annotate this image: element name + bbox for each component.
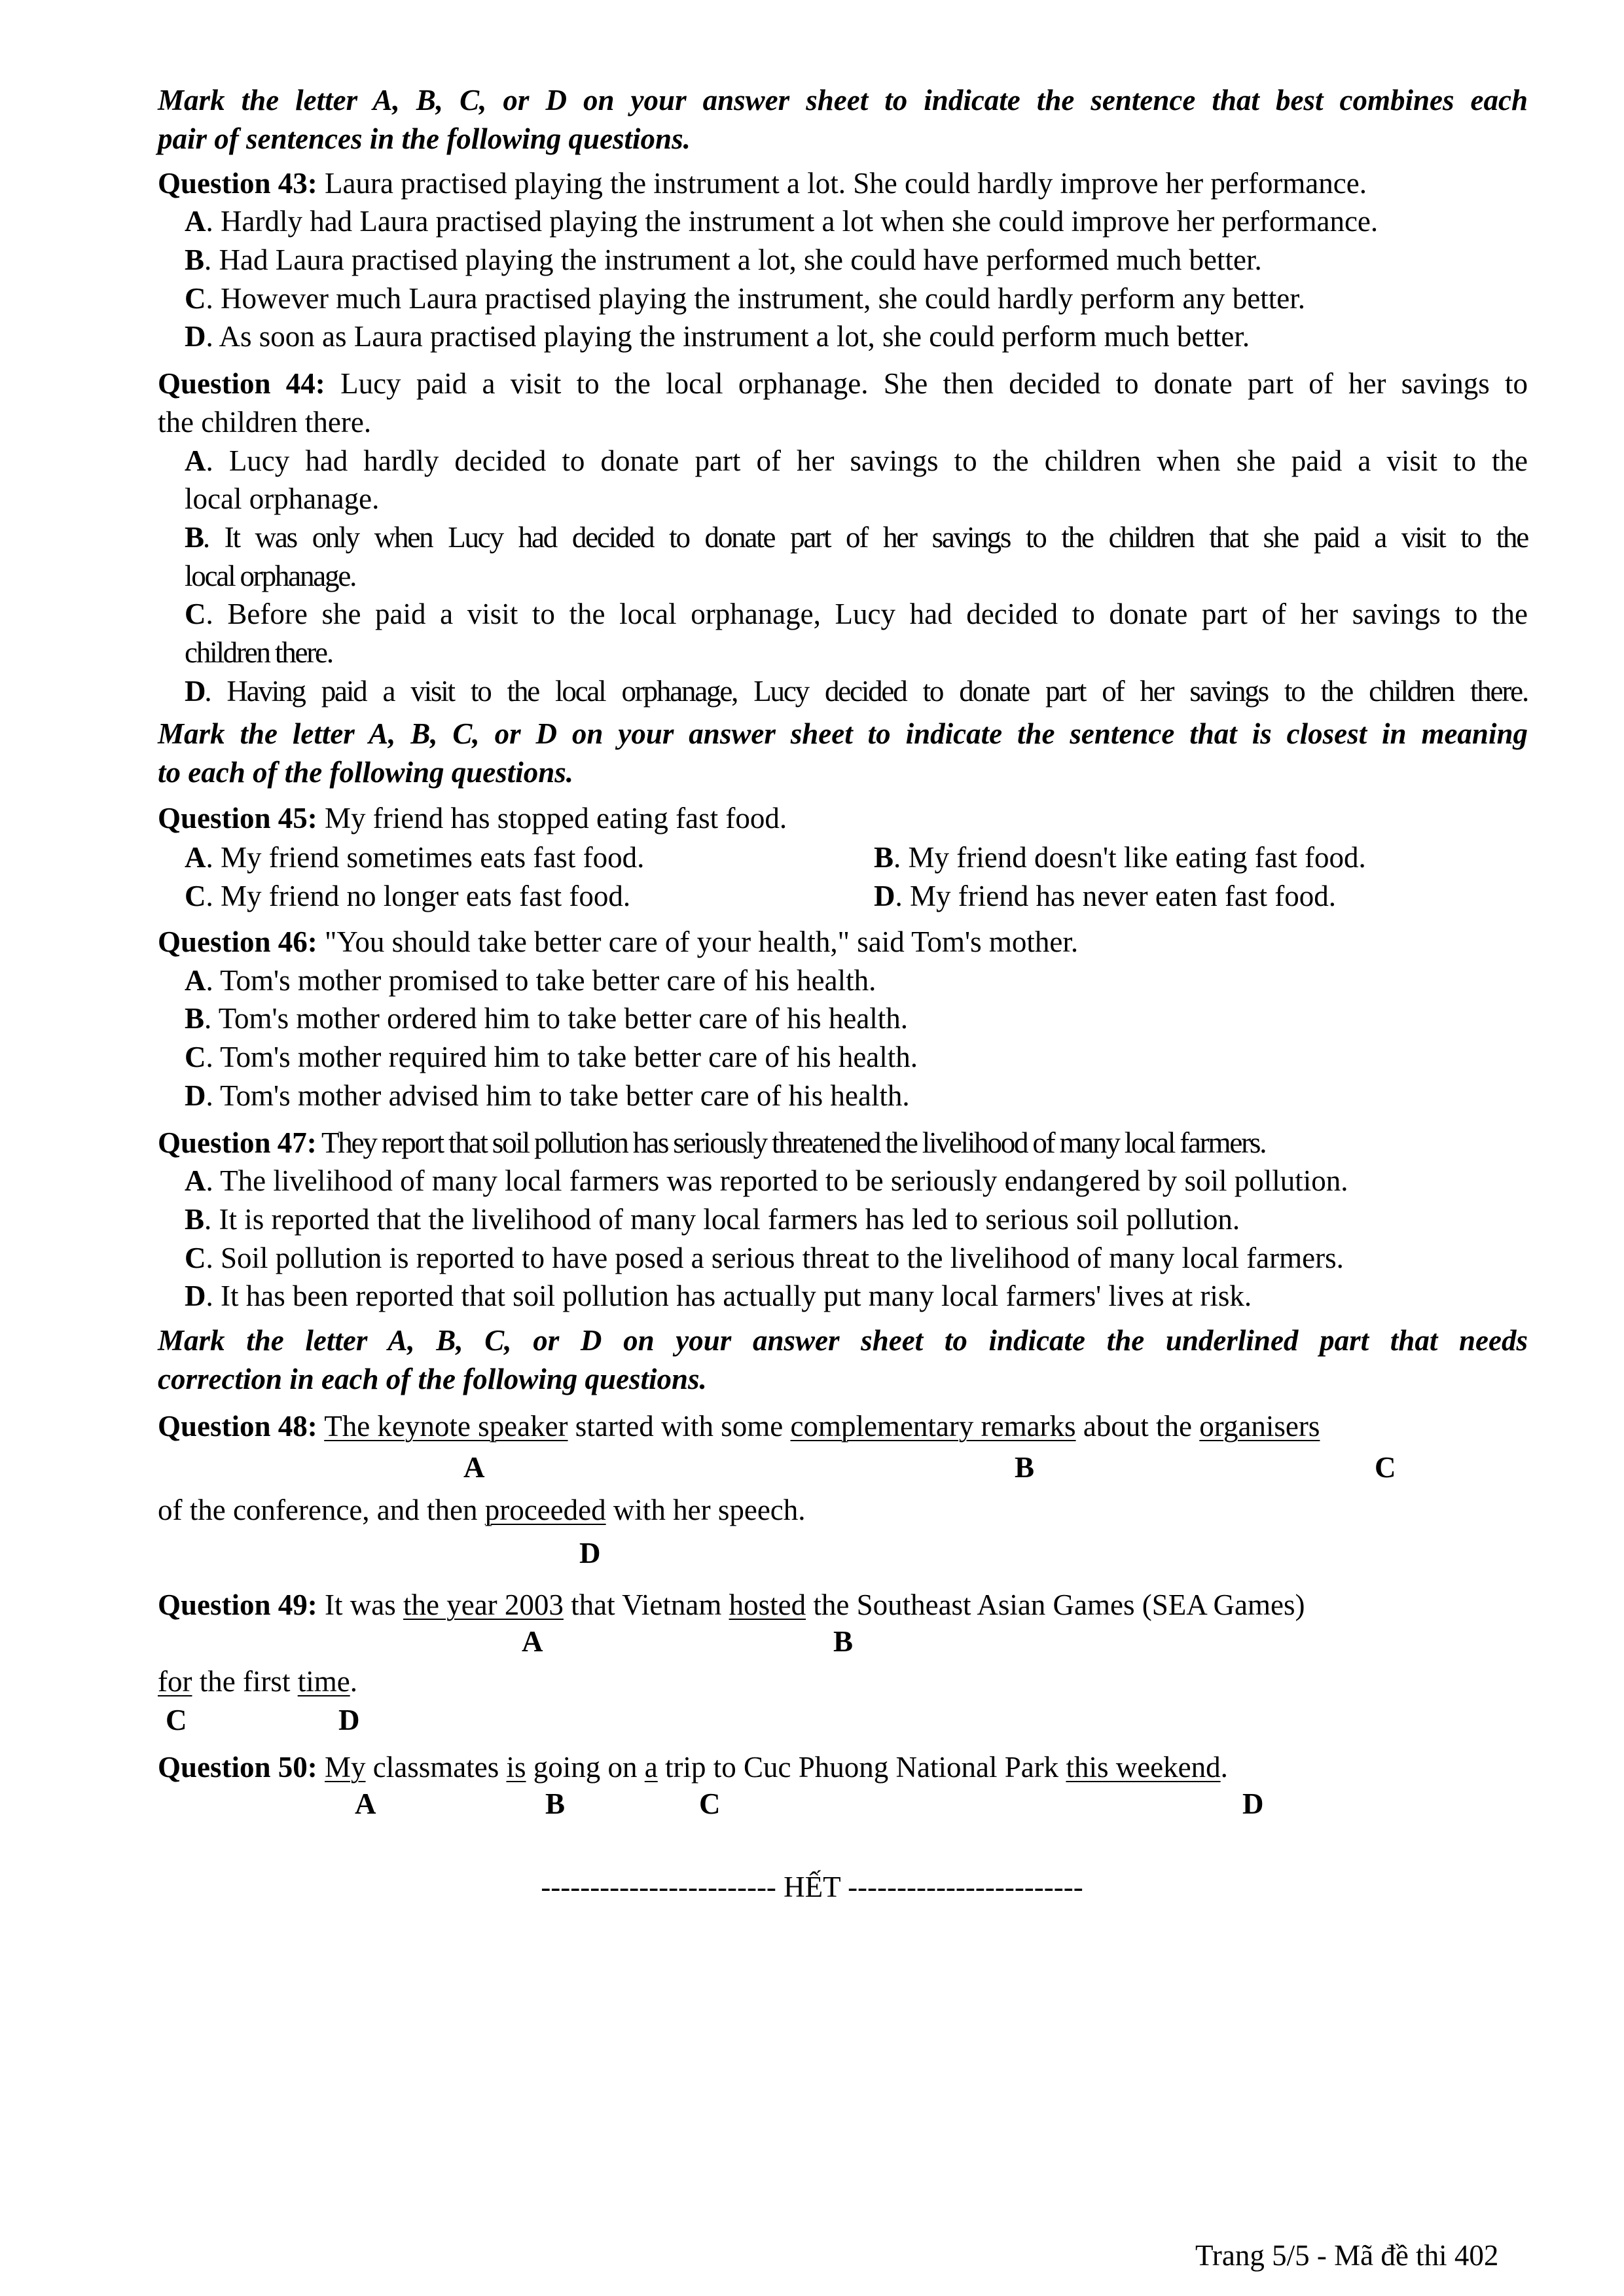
- stem-text: trip to Cuc Phuong National Park: [657, 1751, 1066, 1784]
- option-text: local orphanage.: [185, 482, 380, 515]
- option-d: [185, 317, 1528, 355]
- part-label-a: A: [355, 1787, 376, 1820]
- instruction-line: Mark the letter A, B, C, or D on your answer sheet to indicate the underlined part that needs: [158, 1324, 1528, 1357]
- option-text: children there.: [185, 636, 333, 669]
- option-letter: A: [185, 964, 206, 997]
- option-b: [185, 1200, 1528, 1238]
- option-text: . It is reported that the livelihood of many local farmers has led to serious soil pollution.: [204, 1203, 1240, 1236]
- option-a: [185, 1162, 1528, 1200]
- underlined-part-a: The keynote speaker: [324, 1410, 568, 1443]
- underlined-part-d: time: [297, 1665, 350, 1698]
- end-marker: ------------------------ HẾT ------------------------: [541, 1871, 1083, 1903]
- underlined-part-b: hosted: [729, 1588, 806, 1621]
- instruction-line: Mark the letter A, B, C, or D on your answer sheet to indicate the sentence that best combines each: [158, 84, 1528, 117]
- underlined-part-b: complementary remarks: [790, 1410, 1076, 1443]
- option-letter: A: [185, 444, 206, 477]
- stem-text: about the: [1075, 1410, 1200, 1443]
- part-label-b: B: [545, 1787, 566, 1820]
- option-c: [185, 595, 1528, 633]
- stem-text: the first: [192, 1665, 298, 1698]
- option-text: local orphanage.: [185, 560, 356, 592]
- stem-text: the children there.: [158, 406, 372, 439]
- instruction-line: pair of sentences in the following questions.: [158, 122, 691, 155]
- option-text: . However much Laura practised playing the instrument, she could hardly perform any better.: [206, 282, 1305, 315]
- option-letter: C: [185, 1242, 206, 1274]
- underlined-part-c: a: [644, 1751, 658, 1784]
- option-text: . It was only when Lucy had decided to donate part of her savings to the children that she paid a visit to the: [202, 521, 1528, 554]
- question-label: Question 44:: [158, 367, 325, 400]
- option-letter: C: [185, 1041, 206, 1073]
- option-letter: D: [874, 880, 895, 912]
- option-b: [185, 518, 1528, 556]
- question-label: Question 50:: [158, 1751, 317, 1784]
- question-label: Question 43:: [158, 167, 317, 200]
- part-label-d: D: [338, 1704, 360, 1736]
- option-letter: D: [185, 320, 206, 353]
- stem-text: .: [1220, 1751, 1228, 1784]
- option-letter: D: [185, 675, 205, 708]
- part-label-c: C: [166, 1704, 187, 1736]
- option-b: [185, 999, 1528, 1037]
- part-label-d: D: [579, 1537, 601, 1570]
- option-letter: C: [185, 880, 206, 912]
- stem-text: It was: [317, 1588, 403, 1621]
- stem-continuation: [158, 1662, 1528, 1700]
- option-text: . Lucy had hardly decided to donate part of her savings to the children when she paid a visit to the: [206, 444, 1528, 477]
- option-c: [185, 1239, 1528, 1277]
- option-a: [185, 838, 839, 876]
- question-stem: [158, 1407, 1528, 1445]
- option-text: . My friend has never eaten fast food.: [895, 880, 1337, 912]
- stem-text: with her speech.: [605, 1494, 806, 1526]
- option-c: [185, 877, 839, 915]
- stem-text: classmates: [365, 1751, 507, 1784]
- option-a: [185, 202, 1528, 240]
- part-label-b: B: [833, 1625, 854, 1658]
- option-letter: A: [185, 841, 206, 874]
- option-a: [185, 442, 1528, 480]
- stem-text: going on: [526, 1751, 645, 1784]
- question-stem: [158, 923, 1528, 961]
- stem-text: "You should take better care of your health," said Tom's mother.: [325, 925, 1079, 958]
- option-text: . My friend sometimes eats fast food.: [206, 841, 645, 874]
- question-stem: [158, 1586, 1528, 1624]
- underlined-part-d: proceeded: [484, 1494, 606, 1526]
- option-text: . Tom's mother ordered him to take better care of his health.: [204, 1002, 909, 1035]
- option-letter: C: [185, 282, 206, 315]
- question-stem: [158, 1124, 1528, 1162]
- instruction-line: to each of the following questions.: [158, 756, 574, 789]
- underlined-part-a: the year 2003: [403, 1588, 564, 1621]
- part-label-d: D: [1242, 1787, 1264, 1820]
- underlined-part-d: this weekend: [1066, 1751, 1221, 1784]
- option-c: [185, 1038, 1528, 1076]
- underlined-part-a: My: [325, 1751, 366, 1784]
- option-b: [874, 838, 1528, 876]
- option-text: . Before she paid a visit to the local orphanage, Lucy had decided to donate part of her savings to the: [206, 598, 1528, 630]
- part-label-a: A: [463, 1451, 485, 1484]
- option-letter: C: [185, 598, 206, 630]
- option-letter: D: [185, 1280, 206, 1312]
- stem-text: that Vietnam: [563, 1588, 729, 1621]
- question-stem: [158, 799, 1528, 837]
- question-stem: [158, 1748, 1528, 1786]
- part-label-c: C: [1375, 1451, 1396, 1484]
- question-stem: [158, 164, 1528, 202]
- option-text: . My friend doesn't like eating fast food.: [893, 841, 1366, 874]
- option-text: . Having paid a visit to the local orphanage, Lucy decided to donate part of her savings to the children there.: [204, 675, 1528, 708]
- question-label: Question 47:: [158, 1126, 317, 1159]
- option-text: . Tom's mother advised him to take better care of his health.: [206, 1079, 910, 1112]
- option-b: [185, 241, 1528, 279]
- option-text: . Tom's mother promised to take better care of his health.: [206, 964, 876, 997]
- instruction-line: correction in each of the following questions.: [158, 1363, 707, 1395]
- question-label: Question 46:: [158, 925, 317, 958]
- stem-text: They report that soil pollution has seriously threatened the livelihood of many local farmers.: [321, 1126, 1266, 1159]
- option-letter: A: [185, 1164, 206, 1197]
- instruction-line: Mark the letter A, B, C, or D on your answer sheet to indicate the sentence that is closest in meaning: [158, 717, 1528, 750]
- question-label: Question 49:: [158, 1588, 317, 1621]
- option-letter: B: [874, 841, 894, 874]
- page-footer: Trang 5/5 - Mã đề thi 402: [1195, 2239, 1499, 2272]
- underlined-part-c: for: [158, 1665, 192, 1698]
- option-d: [185, 1077, 1528, 1115]
- question-stem: [158, 365, 1528, 403]
- part-label-c: C: [699, 1787, 721, 1820]
- option-letter: A: [185, 205, 206, 238]
- option-text: . It has been reported that soil pollution has actually put many local farmers' lives at risk.: [206, 1280, 1252, 1312]
- stem-text: started with some: [568, 1410, 791, 1443]
- option-text: . Tom's mother required him to take better care of his health.: [206, 1041, 918, 1073]
- option-d: [185, 1277, 1528, 1315]
- option-letter: B: [185, 1203, 205, 1236]
- option-text: . As soon as Laura practised playing the instrument a lot, she could perform much better.: [206, 320, 1250, 353]
- option-d: [185, 672, 1528, 710]
- part-label-a: A: [522, 1625, 543, 1658]
- stem-text: Laura practised playing the instrument a lot. She could hardly improve her performance.: [325, 167, 1367, 200]
- option-d: [874, 877, 1528, 915]
- option-text: . The livelihood of many local farmers was reported to be seriously endangered by soil pollution.: [206, 1164, 1348, 1197]
- stem-text: My friend has stopped eating fast food.: [325, 802, 787, 834]
- option-c: [185, 279, 1528, 317]
- option-text: . Soil pollution is reported to have posed a serious threat to the livelihood of many local farmers.: [206, 1242, 1344, 1274]
- option-text: . Hardly had Laura practised playing the instrument a lot when she could improve her performance.: [206, 205, 1379, 238]
- option-letter: B: [185, 243, 205, 276]
- question-label: Question 48:: [158, 1410, 317, 1443]
- stem-text: of the conference, and then: [158, 1494, 485, 1526]
- option-text: . My friend no longer eats fast food.: [206, 880, 631, 912]
- option-letter: D: [185, 1079, 206, 1112]
- underlined-part-b: is: [506, 1751, 526, 1784]
- part-label-b: B: [1015, 1451, 1035, 1484]
- question-label: Question 45:: [158, 802, 317, 834]
- stem-continuation: [158, 1491, 1528, 1529]
- option-text: . Had Laura practised playing the instrument a lot, she could have performed much better.: [204, 243, 1262, 276]
- option-letter: B: [185, 521, 203, 554]
- stem-text: the Southeast Asian Games (SEA Games): [806, 1588, 1305, 1621]
- underlined-part-c: organisers: [1199, 1410, 1320, 1443]
- stem-text: Lucy paid a visit to the local orphanage. She then decided to donate part of her savings to: [340, 367, 1528, 400]
- option-letter: B: [185, 1002, 205, 1035]
- stem-text: .: [350, 1665, 357, 1698]
- option-a: [185, 961, 1528, 999]
